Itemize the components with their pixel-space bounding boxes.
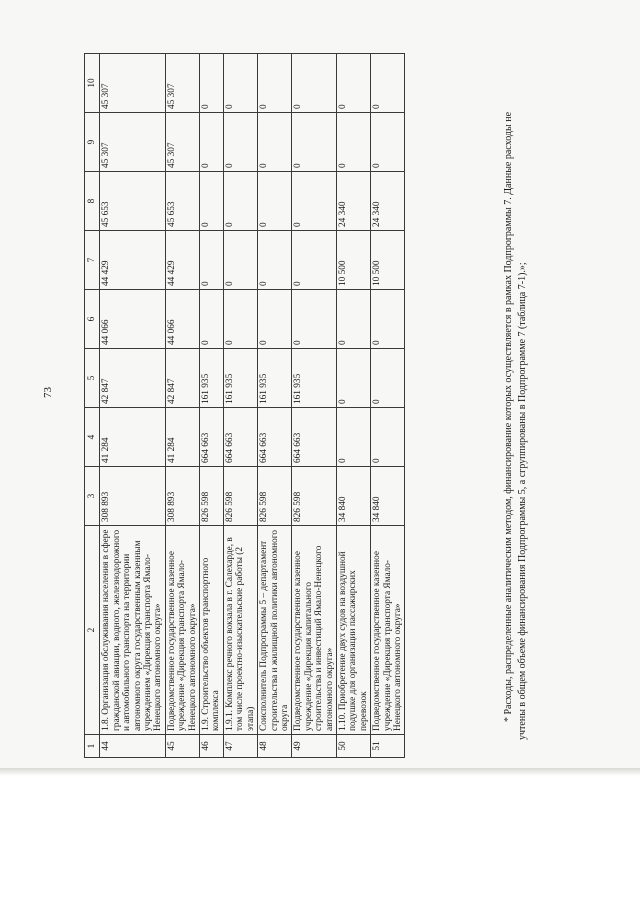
table-row xyxy=(200,54,224,758)
footnote-line-2: учтены в общем объеме финансирования Подпрограммы 5, а сгруппированы в Подпрограмме 7 (таблица 7-1).»; xyxy=(517,262,528,740)
footnote xyxy=(502,40,530,740)
value-cell: 45 307 xyxy=(165,54,199,113)
value-cell: 41 284 xyxy=(100,408,165,467)
value-cell: 161 935 xyxy=(223,349,257,408)
value-cell: 45 307 xyxy=(165,113,199,172)
row-number-cell: 45 xyxy=(165,735,199,758)
value-cell: 24 340 xyxy=(336,172,370,231)
value-cell: 664 663 xyxy=(292,408,337,467)
row-name-cell: Подведомственное государственное казенное учреждение «Дирекция транспорта Ямало-Ненецкого автономного округа» xyxy=(165,526,199,735)
value-cell: 0 xyxy=(371,408,405,467)
value-cell: 24 340 xyxy=(371,172,405,231)
value-cell: 42 847 xyxy=(100,349,165,408)
row-name-cell: 1.9.1. Комплекс речного вокзала в г. Салехарде, в том числе проектно-изыскательские работы (2 этапа) xyxy=(223,526,257,735)
header-cell: 9 xyxy=(85,113,100,172)
value-cell: 0 xyxy=(223,290,257,349)
value-cell: 161 935 xyxy=(200,349,224,408)
header-cell: 6 xyxy=(85,290,100,349)
value-cell: 664 663 xyxy=(258,408,292,467)
value-cell: 10 500 xyxy=(371,231,405,290)
value-cell: 44 429 xyxy=(165,231,199,290)
value-cell: 0 xyxy=(371,349,405,408)
value-cell: 0 xyxy=(336,290,370,349)
value-cell: 0 xyxy=(336,408,370,467)
value-cell: 0 xyxy=(292,113,337,172)
value-cell: 0 xyxy=(200,172,224,231)
value-cell: 826 598 xyxy=(292,467,337,526)
value-cell: 664 663 xyxy=(200,408,224,467)
value-cell: 0 xyxy=(371,54,405,113)
value-cell: 0 xyxy=(258,290,292,349)
row-name-cell: 1.8. Организация обслуживания населения в сфере гражданской авиации, водного, железнодорожного и автомобильного транспорта на территории автономного округа государственным казенным учреждением «Дирекция транспорта Ямало-Ненецкого автономного округа» xyxy=(100,526,165,735)
value-cell: 0 xyxy=(223,231,257,290)
header-cell: 1 xyxy=(85,735,100,758)
value-cell: 44 066 xyxy=(165,290,199,349)
value-cell: 0 xyxy=(336,54,370,113)
value-cell: 45 307 xyxy=(100,113,165,172)
row-number-cell: 50 xyxy=(336,735,370,758)
value-cell: 0 xyxy=(371,113,405,172)
row-name-cell: Подведомственное государственное казенное учреждение «Дирекция транспорта Ямало-Ненецкого автономного округа» xyxy=(371,526,405,735)
row-name-cell: 1.9. Строительство объектов транспортного комплекса xyxy=(200,526,224,735)
value-cell: 41 284 xyxy=(165,408,199,467)
table-row xyxy=(292,54,337,758)
budget-table xyxy=(84,53,405,758)
page-edge-shadow xyxy=(0,768,640,776)
table-row xyxy=(336,54,370,758)
row-name-cell: Подведомственное государственное казенное учреждение «Дирекция капитального строительства и инвестиций Ямало-Ненецкого автономного округа» xyxy=(292,526,337,735)
row-number-cell: 51 xyxy=(371,735,405,758)
table-row xyxy=(223,54,257,758)
row-number-cell: 48 xyxy=(258,735,292,758)
value-cell: 0 xyxy=(371,290,405,349)
header-cell: 5 xyxy=(85,349,100,408)
value-cell: 0 xyxy=(223,113,257,172)
value-cell: 308 893 xyxy=(165,467,199,526)
value-cell: 0 xyxy=(258,113,292,172)
table-row xyxy=(371,54,405,758)
value-cell: 45 653 xyxy=(165,172,199,231)
value-cell: 0 xyxy=(292,231,337,290)
table-row xyxy=(100,54,165,758)
value-cell: 308 893 xyxy=(100,467,165,526)
table-row xyxy=(165,54,199,758)
header-cell: 8 xyxy=(85,172,100,231)
value-cell: 0 xyxy=(336,349,370,408)
row-number-cell: 47 xyxy=(223,735,257,758)
header-cell: 7 xyxy=(85,231,100,290)
value-cell: 42 847 xyxy=(165,349,199,408)
table-header-row xyxy=(85,54,100,758)
row-name-cell: Соисполнитель Подпрограммы 5 – департамент строительства и жилищной политики автономного округа xyxy=(258,526,292,735)
header-cell: 10 xyxy=(85,54,100,113)
value-cell: 826 598 xyxy=(223,467,257,526)
value-cell: 44 066 xyxy=(100,290,165,349)
value-cell: 10 500 xyxy=(336,231,370,290)
value-cell: 45 653 xyxy=(100,172,165,231)
header-cell: 2 xyxy=(85,526,100,735)
value-cell: 44 429 xyxy=(100,231,165,290)
header-cell: 3 xyxy=(85,467,100,526)
value-cell: 161 935 xyxy=(258,349,292,408)
value-cell: 0 xyxy=(258,172,292,231)
value-cell: 0 xyxy=(336,113,370,172)
value-cell: 0 xyxy=(292,290,337,349)
value-cell: 0 xyxy=(258,231,292,290)
value-cell: 0 xyxy=(200,113,224,172)
value-cell: 161 935 xyxy=(292,349,337,408)
value-cell: 0 xyxy=(200,54,224,113)
value-cell: 826 598 xyxy=(200,467,224,526)
value-cell: 0 xyxy=(292,172,337,231)
page-number: 73 xyxy=(42,387,54,398)
header-cell: 4 xyxy=(85,408,100,467)
footnote-line-1: * Расходы, распределенные аналитическим методом, финансирование которых осуществляется в рамках Подпрограммы 7. Данные расходы не xyxy=(503,111,514,722)
value-cell: 0 xyxy=(200,290,224,349)
value-cell: 0 xyxy=(223,54,257,113)
value-cell: 45 307 xyxy=(100,54,165,113)
table-body xyxy=(100,54,405,758)
value-cell: 664 663 xyxy=(223,408,257,467)
value-cell: 0 xyxy=(258,54,292,113)
value-cell: 34 840 xyxy=(336,467,370,526)
value-cell: 826 598 xyxy=(258,467,292,526)
row-name-cell: 1.10. Приобретение двух судов на воздушной подушке для организации пассажирских перевозок xyxy=(336,526,370,735)
row-number-cell: 46 xyxy=(200,735,224,758)
row-number-cell: 49 xyxy=(292,735,337,758)
value-cell: 0 xyxy=(292,54,337,113)
table-row xyxy=(258,54,292,758)
row-number-cell: 44 xyxy=(100,735,165,758)
value-cell: 34 840 xyxy=(371,467,405,526)
value-cell: 0 xyxy=(223,172,257,231)
value-cell: 0 xyxy=(200,231,224,290)
